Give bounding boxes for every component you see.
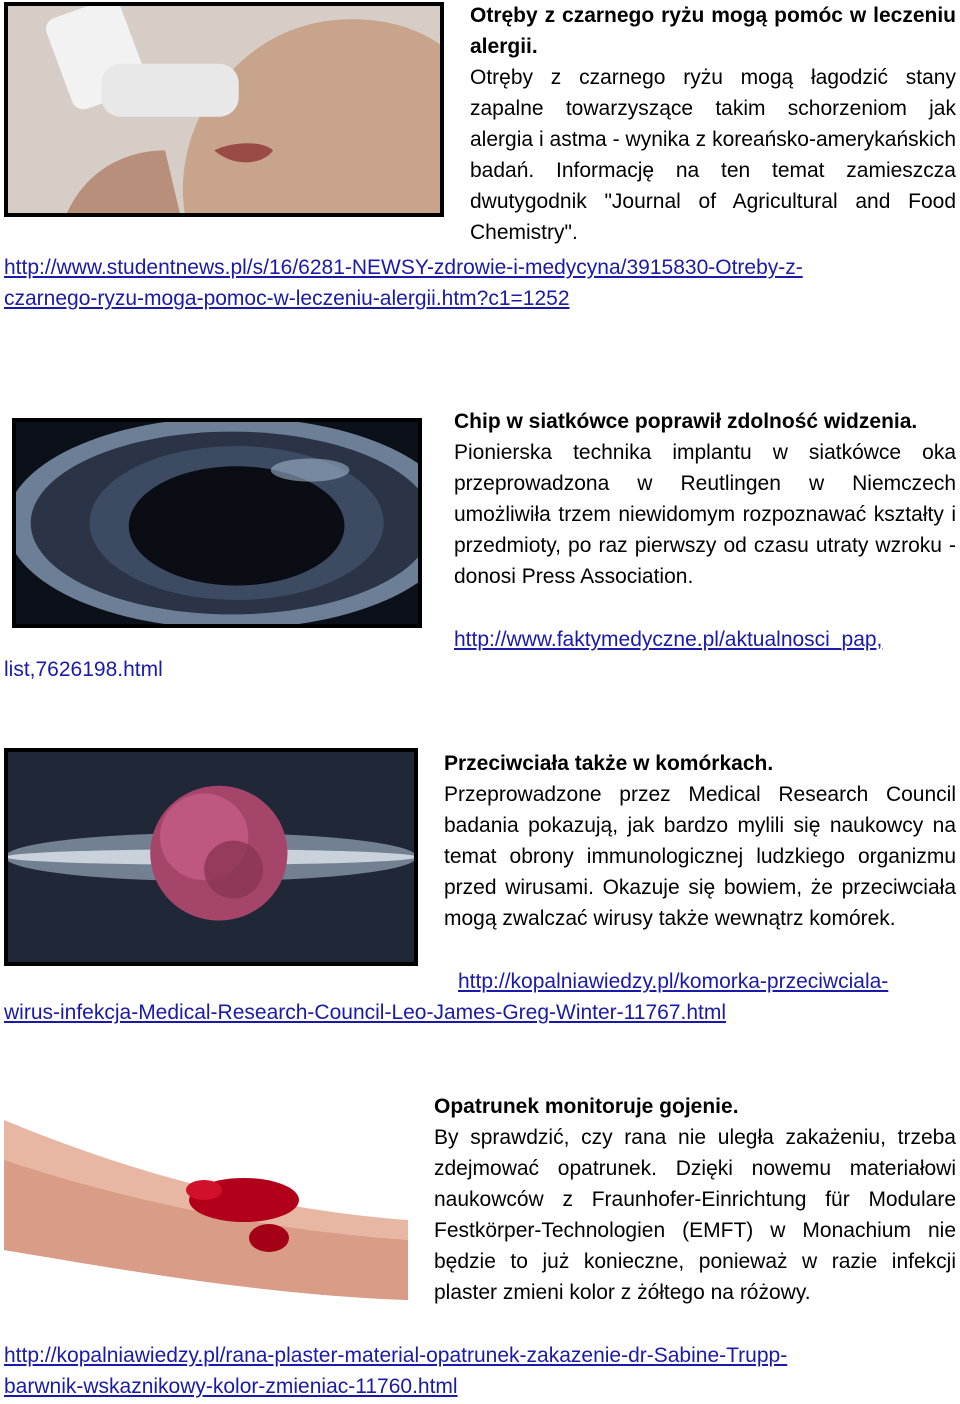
article-body: Pionierska technika implantu w siatkówce oka przeprowadzona w Reutlingen w Niemczech umożliwiła trzem niewidomym rozpoznawać kształty i przedmioty, po raz pierwszy od czasu utraty wzroku - donosi Press Association. <box>454 441 956 588</box>
article-source-link[interactable]: http://kopalniawiedzy.pl/rana-plaster-material-opatrunek-zakazenie-dr-Sabine-Trupp- <box>4 1344 788 1367</box>
article-source-link[interactable]: http://www.faktymedyczne.pl/aktualnosci_pap, <box>454 628 883 651</box>
article-body: Otręby z czarnego ryżu mogą łagodzić stany zapalne towarzyszące takim schorzeniom jak alergia i astma - wynika z koreańsko-amerykańskich badań. Informację na ten temat zamieszcza dwutygodnik "Journal of Agricultural and Food Chemistry". <box>470 66 956 244</box>
article-title: Przeciwciała także w komórkach. <box>444 752 774 775</box>
inhaler-photo-icon <box>4 2 444 217</box>
article-source-link[interactable]: http://www.studentnews.pl/s/16/6281-NEWSY-zdrowie-i-medycyna/3915830-Otreby-z- <box>4 256 803 279</box>
article-title: Opatrunek monitoruje gojenie. <box>434 1095 739 1118</box>
article-body: Przeprowadzone przez Medical Research Council badania pokazują, jak bardzo mylili się naukowcy na temat obrony immunologicznej ludzkiego organizmu przed wirusami. Okazuje się bowiem, że przeciwciała mogą zwalczać wirusy także wewnątrz komórek. <box>444 783 956 930</box>
article-source-link-cont[interactable]: barwnik-wskaznikowy-kolor-zmieniac-11760.html <box>4 1375 458 1398</box>
article-title: Chip w siatkówce poprawił zdolność widzenia. <box>454 410 918 433</box>
eye-photo-icon <box>12 418 422 628</box>
article-source-link-cont[interactable]: list,7626198.html <box>4 658 163 681</box>
article-body: By sprawdzić, czy rana nie uległa zakażeniu, trzeba zdejmować opatrunek. Dzięki nowemu materiałowi naukowców z Fraunhofer-Einrichtung für Modulare Festkörper-Technologien (EMFT) w Monachium nie będzie to już konieczne, ponieważ w razie infekcji plaster zmieni kolor z żółtego na różowy. <box>434 1126 956 1304</box>
article-title: Otręby z czarnego ryżu mogą pomóc w leczeniu alergii. <box>470 4 956 58</box>
article-source-link[interactable]: http://kopalniawiedzy.pl/komorka-przeciwciala- <box>458 970 889 993</box>
article-source-link-cont[interactable]: wirus-infekcja-Medical-Research-Council-Leo-James-Greg-Winter-11767.html <box>4 1001 727 1024</box>
virus-photo-icon <box>4 748 418 966</box>
bleeding-finger-photo-icon <box>4 1100 408 1310</box>
article-source-link-cont[interactable]: czarnego-ryzu-moga-pomoc-w-leczeniu-alergii.htm?c1=1252 <box>4 287 570 310</box>
